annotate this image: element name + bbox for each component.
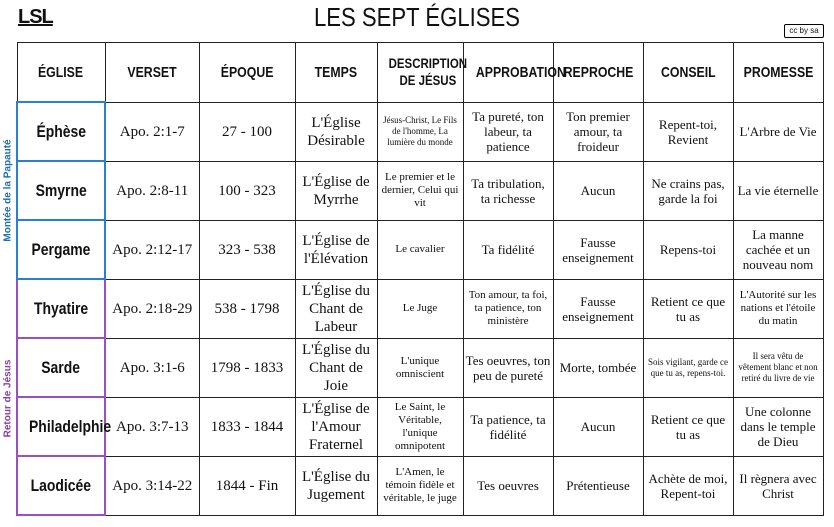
reproche-cell: Aucun: [553, 397, 643, 456]
page-title: LES SEPT ÉGLISES: [314, 2, 520, 32]
temps-cell: L'Église du Jugement: [295, 456, 377, 515]
description-cell: Jésus-Christ, Le Fils de l'homme, La lumière du monde: [377, 102, 463, 161]
promesse-cell: Il règnera avec Christ: [733, 456, 823, 515]
epoque-cell: 100 - 323: [199, 161, 295, 220]
epoque-cell: 27 - 100: [199, 102, 295, 161]
col-promesse: PROMESSE: [733, 43, 823, 103]
eglise-cell: Sarde: [17, 338, 105, 397]
epoque-cell: 323 - 538: [199, 220, 295, 279]
approbation-cell: Ta tribulation, ta richesse: [463, 161, 553, 220]
eglise-cell: Smyrne: [17, 161, 105, 220]
temps-cell: L'Église du Chant de Joie: [295, 338, 377, 397]
approbation-cell: Ta fidélité: [463, 220, 553, 279]
approbation-cell: Tes oeuvres, ton peu de pureté: [463, 338, 553, 397]
reproche-cell: Aucun: [553, 161, 643, 220]
eglise-cell: Éphèse: [17, 102, 105, 161]
approbation-cell: Ta pureté, ton labeur, ta patience: [463, 102, 553, 161]
epoque-cell: 1844 - Fin: [199, 456, 295, 515]
table-row: [17, 102, 823, 161]
col-reproche: REPROCHE: [553, 43, 643, 103]
description-cell: L'unique omniscient: [377, 338, 463, 397]
side-label-retour-text: Retour de Jésus: [2, 359, 14, 437]
description-cell: Le premier et le dernier, Celui qui vit: [377, 161, 463, 220]
promesse-cell: L'Autorité sur les nations et l'étoile du matin: [733, 279, 823, 338]
temps-cell: L'Église de Myrrhe: [295, 161, 377, 220]
table-row: [17, 220, 823, 279]
cc-license-badge: cc by sa: [784, 24, 824, 38]
description-cell: L'Amen, le témoin fidèle et véritable, le juge: [377, 456, 463, 515]
promesse-cell: Une colonne dans le temple de Dieu: [733, 397, 823, 456]
conseil-cell: Sois vigilant, garde ce que tu as, repens-toi.: [643, 338, 733, 397]
col-approbation: APPROBATION: [463, 43, 553, 103]
col-eglise: ÉGLISE: [17, 43, 105, 103]
reproche-cell: Ton premier amour, ta froideur: [553, 102, 643, 161]
conseil-cell: Ne crains pas, garde la foi: [643, 161, 733, 220]
verset-cell: Apo. 2:8-11: [105, 161, 199, 220]
verset-cell: Apo. 3:14-22: [105, 456, 199, 515]
col-conseil: CONSEIL: [643, 43, 733, 103]
epoque-cell: 1833 - 1844: [199, 397, 295, 456]
eglise-cell: Thyatire: [17, 279, 105, 338]
temps-cell: L'Église du Chant de Labeur: [295, 279, 377, 338]
side-label-retour: [0, 280, 16, 516]
verset-cell: Apo. 2:12-17: [105, 220, 199, 279]
reproche-cell: Fausse enseignement: [553, 220, 643, 279]
promesse-cell: Il sera vêtu de vêtement blanc et non retiré du livre de vie: [733, 338, 823, 397]
col-epoque: ÉPOQUE: [199, 43, 295, 103]
col-temps: TEMPS: [295, 43, 377, 103]
reproche-cell: Fausse enseignement: [553, 279, 643, 338]
temps-cell: L'Église de l'Amour Fraternel: [295, 397, 377, 456]
conseil-cell: Retient ce que tu as: [643, 279, 733, 338]
side-label-papaute-text: Montée de la Papauté: [2, 138, 14, 242]
churches-table: [16, 42, 824, 516]
conseil-cell: Retient ce que tu as: [643, 397, 733, 456]
promesse-cell: La vie éternelle: [733, 161, 823, 220]
eglise-cell: Pergame: [17, 220, 105, 279]
conseil-cell: Repens-toi: [643, 220, 733, 279]
description-cell: Le Juge: [377, 279, 463, 338]
temps-cell: L'Église de l'Élévation: [295, 220, 377, 279]
approbation-cell: Ta patience, ta fidélité: [463, 397, 553, 456]
approbation-cell: Ton amour, ta foi, ta patience, ton ministère: [463, 279, 553, 338]
eglise-cell: Laodicée: [17, 456, 105, 515]
table-row: [17, 338, 823, 397]
table-row: [17, 456, 823, 515]
epoque-cell: 538 - 1798: [199, 279, 295, 338]
table-row: [17, 161, 823, 220]
verset-cell: Apo. 2:18-29: [105, 279, 199, 338]
verset-cell: Apo. 3:7-13: [105, 397, 199, 456]
conseil-cell: Achète de moi, Repent-toi: [643, 456, 733, 515]
col-description: DESCRIPTION DE JÉSUS: [377, 43, 463, 103]
description-cell: Le cavalier: [377, 220, 463, 279]
side-label-papaute: [0, 102, 16, 278]
reproche-cell: Morte, tombée: [553, 338, 643, 397]
col-verset: VERSET: [105, 43, 199, 103]
promesse-cell: La manne cachée et un nouveau nom: [733, 220, 823, 279]
eglise-cell: Philadelphie: [17, 397, 105, 456]
verset-cell: Apo. 2:1-7: [105, 102, 199, 161]
description-cell: Le Saint, le Véritable, l'unique omnipotent: [377, 397, 463, 456]
header-row: [17, 43, 823, 103]
approbation-cell: Tes oeuvres: [463, 456, 553, 515]
conseil-cell: Repent-toi, Revient: [643, 102, 733, 161]
epoque-cell: 1798 - 1833: [199, 338, 295, 397]
verset-cell: Apo. 3:1-6: [105, 338, 199, 397]
promesse-cell: L'Arbre de Vie: [733, 102, 823, 161]
reproche-cell: Prétentieuse: [553, 456, 643, 515]
lsl-logo: LSL: [18, 6, 53, 28]
table-row: [17, 279, 823, 338]
temps-cell: L'Église Désirable: [295, 102, 377, 161]
table-row: [17, 397, 823, 456]
